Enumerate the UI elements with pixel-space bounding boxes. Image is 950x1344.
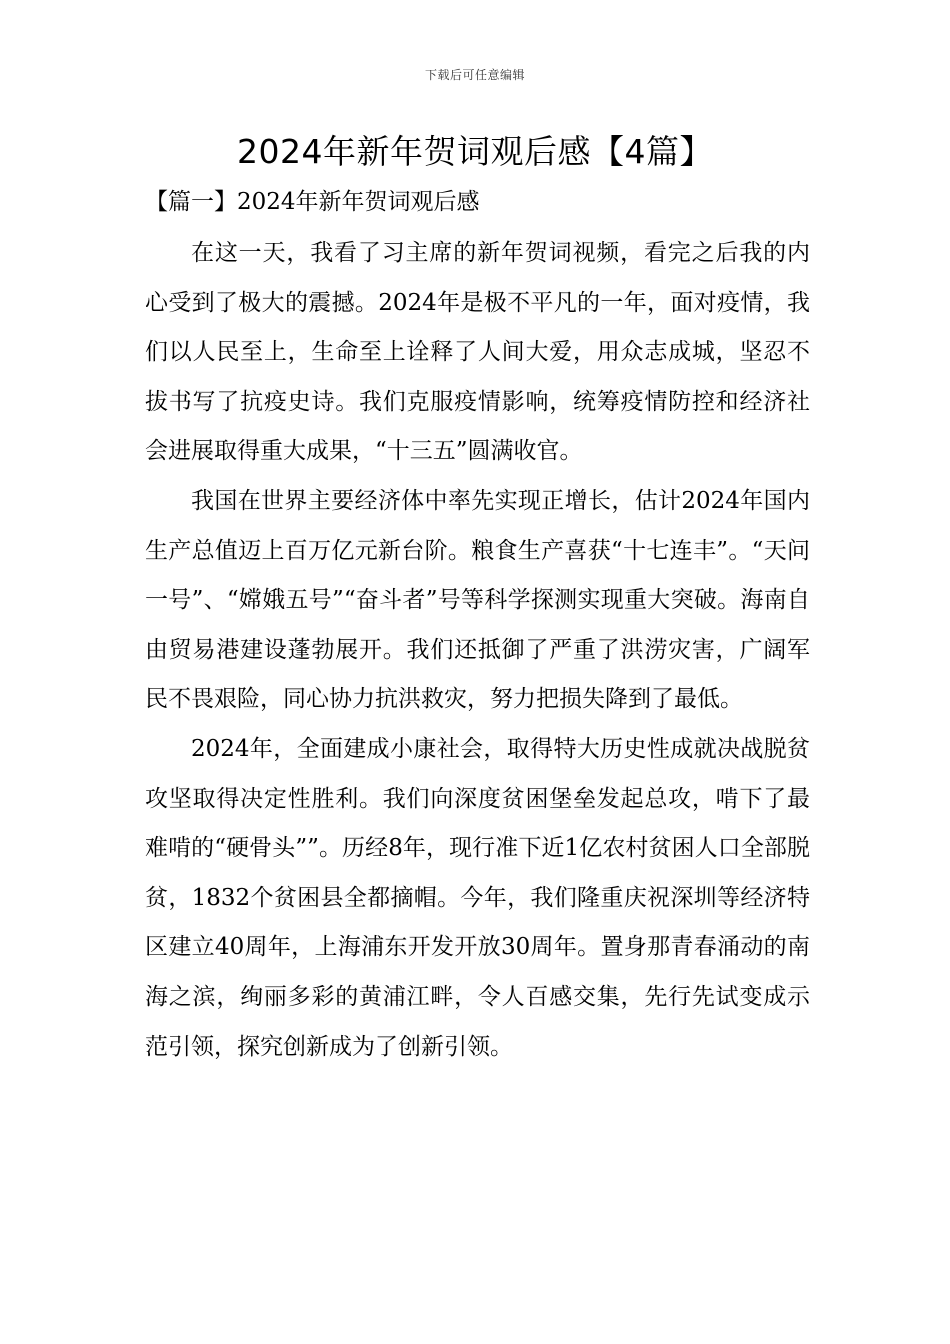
section-heading: 【篇一】2024年新年贺词观后感 (145, 189, 480, 215)
paragraph: 我国在世界主要经济体中率先实现正增长，估计2024年国内生产总值迈上百万亿元新台阶。粮食生产喜获“十七连丰”。“天问一号”、“嫦娥五号”“奋斗者”号等科学探测实现重大突破。海南自由贸易港建设蓬勃展开。我们还抵御了严重了洪涝灾害，广阔军民不畏艰险，同心协力抗洪救灾，努力把损失降到了最低。 (145, 487, 810, 713)
paragraph: 在这一天，我看了习主席的新年贺词视频，看完之后我的内心受到了极大的震撼。2024年是极不平凡的一年，面对疫情，我们以人民至上，生命至上诠释了人间大爱，用众志成城，坚忍不拔书写了抗疫史诗。我们克服疫情影响，统筹疫情防控和经济社会进展取得重大成果，“十三五”圆满收官。 (145, 240, 810, 465)
header-note: 下载后可任意编辑 (424, 68, 525, 82)
paragraph: 2024年，全面建成小康社会，取得特大历史性成就决战脱贫攻坚取得决定性胜利。我们向深度贫困堡垒发起总攻，啃下了最难啃的“硬骨头””。历经8年，现行准下近1亿农村贫困人口全部脱贫，1832个贫困县全都摘帽。今年，我们隆重庆祝深圳等经济特区建立40周年，上海浦东开发开放30周年。置身那青春涌动的南海之滨，绚丽多彩的黄浦江畔，令人百感交集，先行先试变成示范引领，探究创新成为了创新引领。 (145, 735, 810, 1060)
document-title: 2024年新年贺词观后感【4篇】 (237, 132, 713, 171)
body-text (145, 229, 810, 1072)
